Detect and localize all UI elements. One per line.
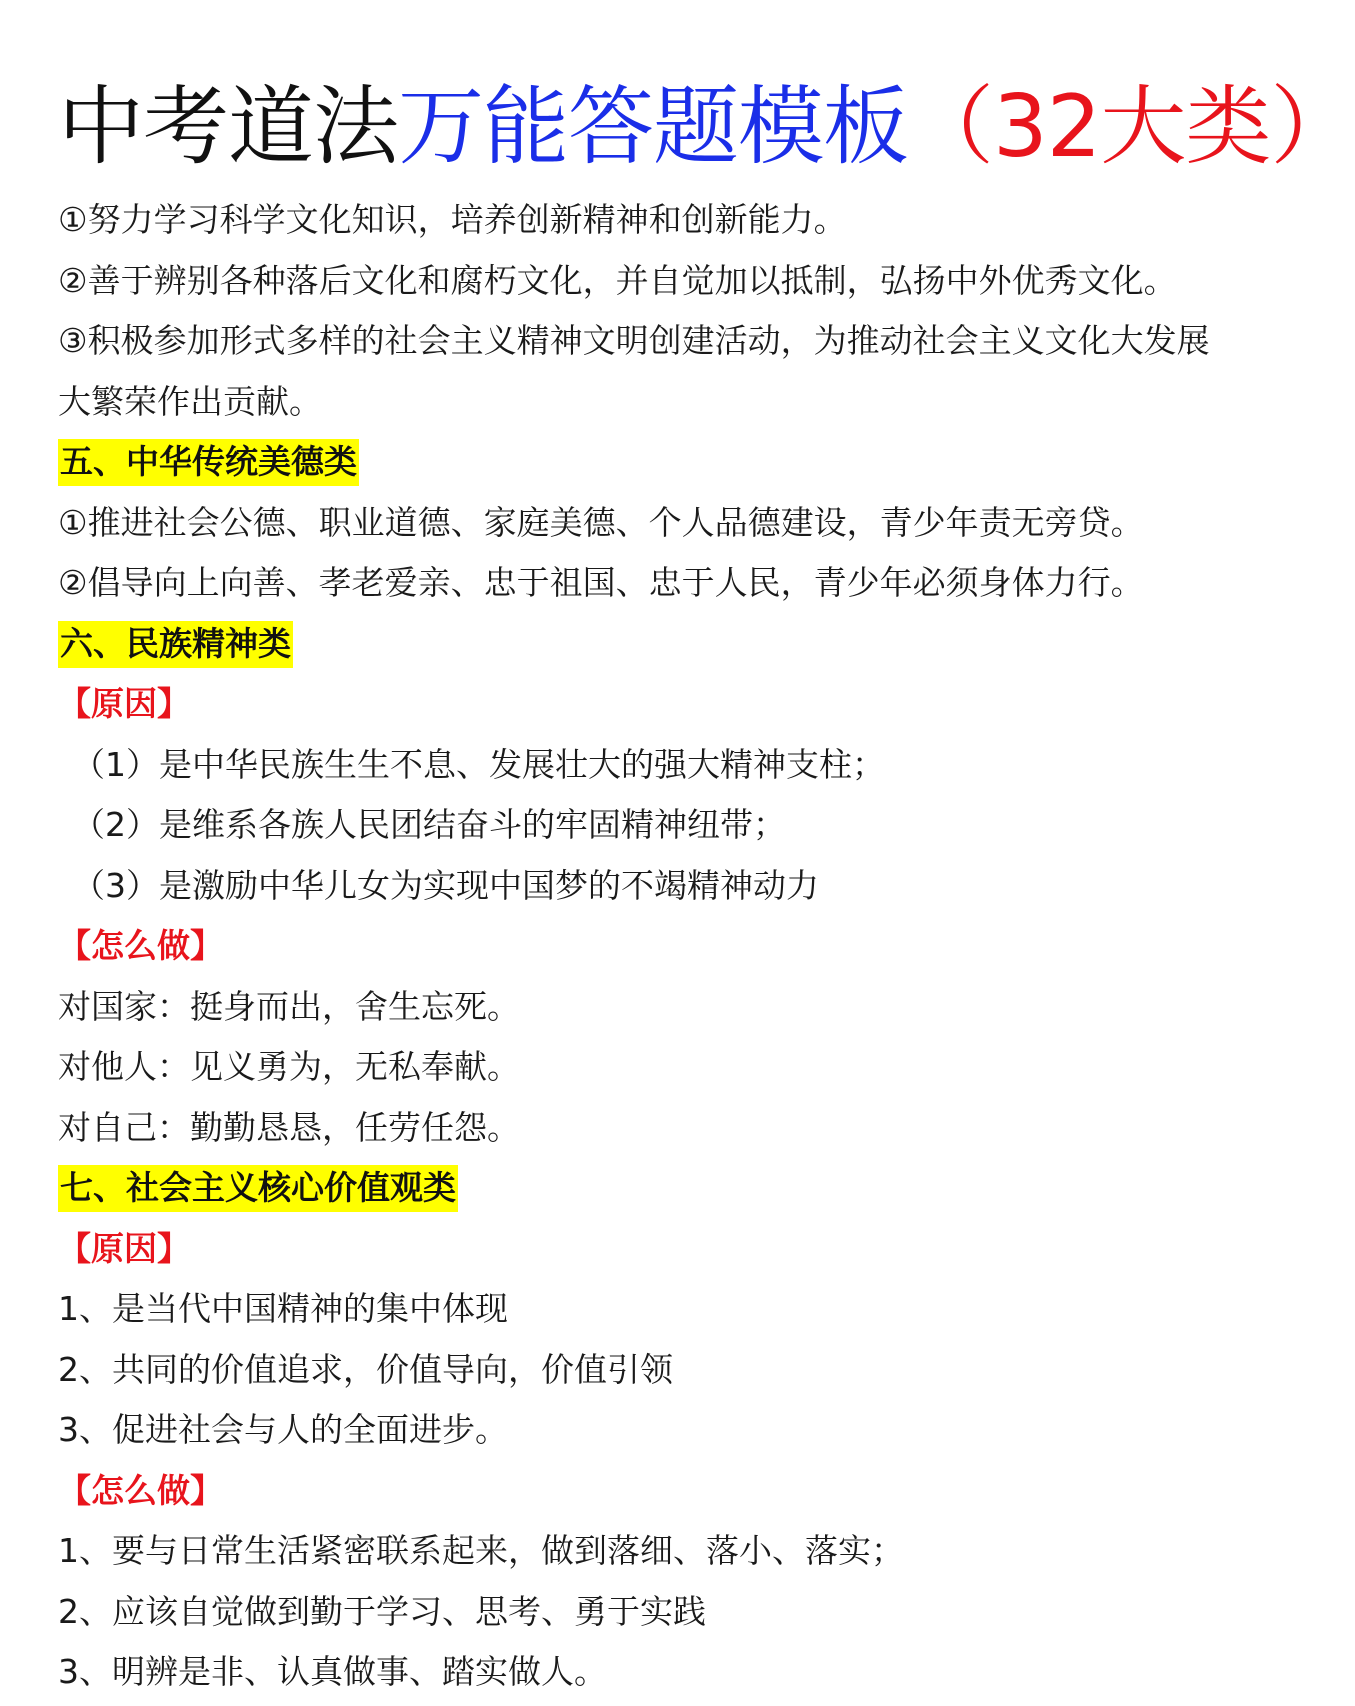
title-part-blue: 万能答题模板 bbox=[398, 77, 908, 177]
subsection-label: 【怎么做】 bbox=[58, 1470, 223, 1510]
text-line: 2、应该自觉做到勤于学习、思考、勇于实践 bbox=[58, 1591, 706, 1631]
text-line: ②善于辨别各种落后文化和腐朽文化，并自觉加以抵制，弘扬中外优秀文化。 bbox=[58, 260, 1177, 300]
subsection-label: 【怎么做】 bbox=[58, 926, 223, 965]
section-heading bbox=[58, 1158, 1280, 1219]
title-part-red: （32大类） bbox=[908, 77, 1355, 177]
numbered-reason-line: （2）是维系各族人民团结奋斗的牢固精神纽带； bbox=[72, 805, 786, 844]
section-heading-text: 七、社会主义核心价值观类 bbox=[58, 1165, 458, 1212]
section-heading bbox=[58, 614, 1280, 675]
text-line: ③积极参加形式多样的社会主义精神文明创建活动，为推动社会主义文化大发展 bbox=[58, 321, 1210, 360]
text-line: 3、明辨是非、认真做事、踏实做人。 bbox=[58, 1652, 607, 1691]
section-heading-text: 六、民族精神类 bbox=[58, 621, 293, 668]
text-line: 1、是当代中国精神的集中体现 bbox=[58, 1289, 508, 1328]
text-line: ①推进社会公德、职业道德、家庭美德、个人品德建设，青少年责无旁贷。 bbox=[58, 502, 1144, 542]
text-line: 对自己：勤勤恳恳，任劳任怨。 bbox=[58, 1107, 520, 1147]
document-body bbox=[58, 190, 1280, 1703]
subsection-label: 【原因】 bbox=[58, 1228, 190, 1268]
page-title bbox=[58, 0, 1355, 182]
numbered-reason-line: （1）是中华民族生生不息、发展壮大的强大精神支柱； bbox=[72, 744, 885, 784]
text-line: 对国家：挺身而出，舍生忘死。 bbox=[58, 986, 520, 1026]
text-line: 对他人：见义勇为，无私奉献。 bbox=[58, 1047, 520, 1086]
text-line: ②倡导向上向善、孝老爱亲、忠于祖国、忠于人民，青少年必须身体力行。 bbox=[58, 563, 1144, 602]
section-heading bbox=[58, 432, 1280, 493]
numbered-reason-line: （3）是激励中华儿女为实现中国梦的不竭精神动力 bbox=[72, 865, 819, 905]
title-part-black: 中考道法 bbox=[58, 77, 398, 177]
text-line: 大繁荣作出贡献。 bbox=[58, 381, 322, 421]
text-line: 3、促进社会与人的全面进步。 bbox=[58, 1410, 508, 1449]
text-line: 2、共同的价值追求，价值导向，价值引领 bbox=[58, 1349, 673, 1389]
text-line: ①努力学习科学文化知识，培养创新精神和创新能力。 bbox=[58, 200, 847, 239]
text-line: 1、要与日常生活紧密联系起来，做到落细、落小、落实； bbox=[58, 1531, 904, 1570]
subsection-label: 【原因】 bbox=[58, 684, 190, 723]
section-heading-text: 五、中华传统美德类 bbox=[58, 439, 359, 486]
